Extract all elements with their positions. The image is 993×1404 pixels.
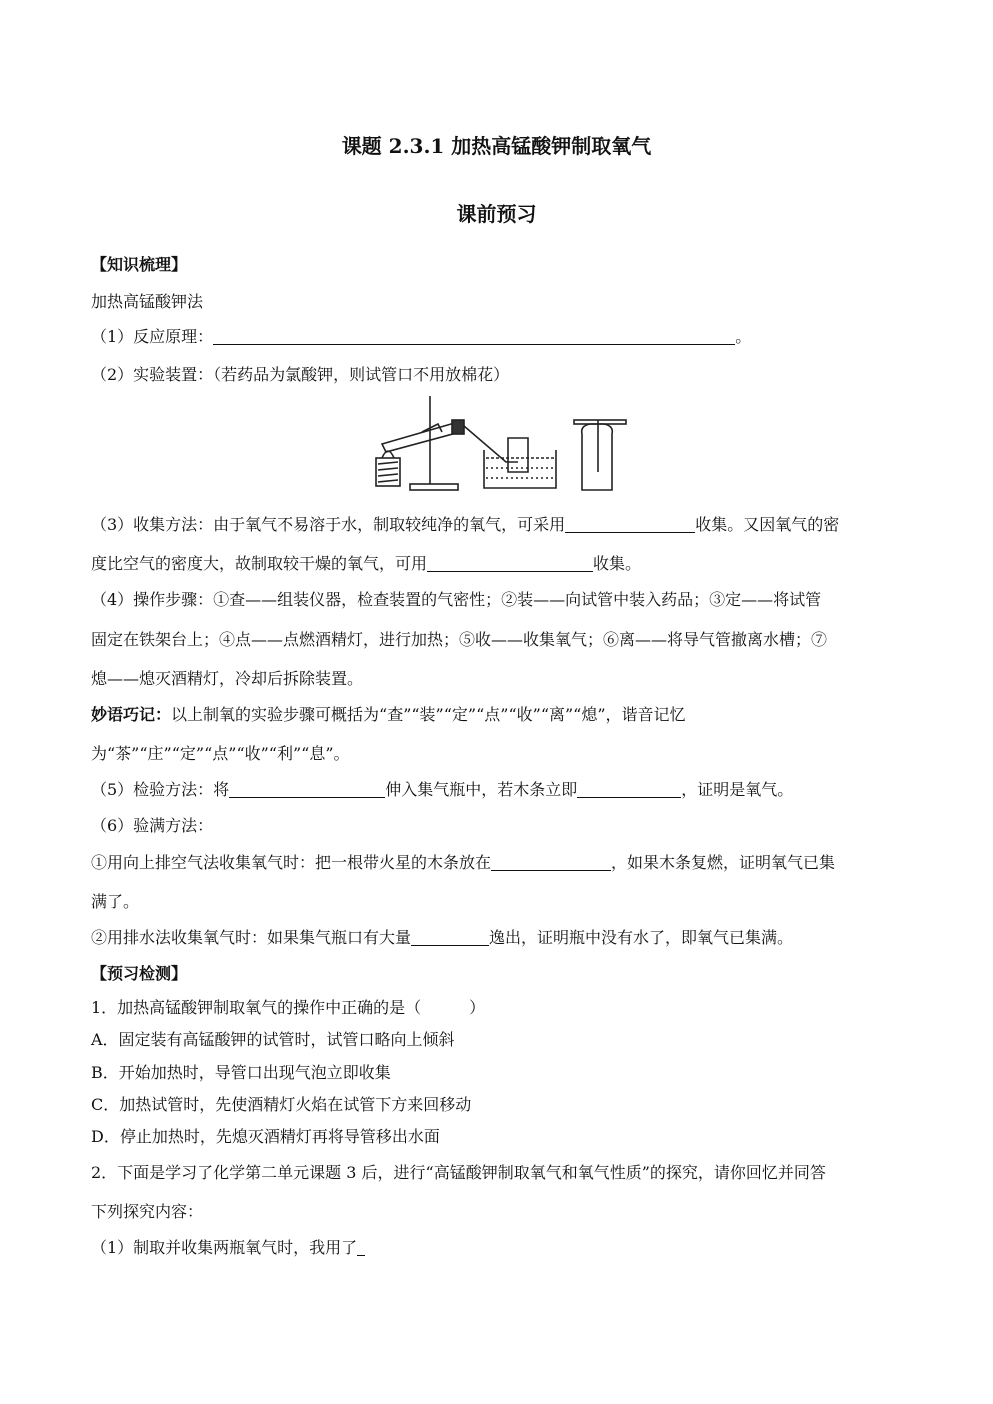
question-2-part-1 [91, 1237, 365, 1259]
item-full-check: （6）验满方法： [91, 816, 214, 835]
item-text: ①用向上排空气法收集氧气时：把一根带火星的木条放在 [91, 853, 492, 872]
practice-heading: 【预习检测】 [91, 964, 188, 983]
glass-plate [574, 420, 626, 424]
question-1-option-b[interactable]: B．开始加热时，导管口出现气泡立即收集 [91, 1063, 391, 1082]
full-check-upward-cont: 满了。 [91, 892, 140, 911]
answer-blank[interactable] [229, 781, 385, 798]
full-check-upward [91, 852, 835, 874]
question-1-option-c[interactable]: C．加热试管时，先使酒精灯火焰在试管下方来回移动 [91, 1095, 472, 1114]
knowledge-heading: 【知识梳理】 [91, 255, 188, 274]
item-text: （5）检验方法：将 [91, 780, 230, 799]
item-text: （1）制取并收集两瓶氧气时，我用了 [91, 1238, 358, 1257]
item-label: （1）反应原理： [91, 327, 214, 346]
stopper [452, 420, 464, 434]
item-text: 度比空气的密度大，故制取较干燥的氧气，可用 [91, 554, 428, 573]
delivery-tube [464, 426, 518, 462]
question-1-option-a[interactable]: A．固定装有高锰酸钾的试管时，试管口略向上倾斜 [91, 1030, 455, 1049]
item-text: ，证明是氧气。 [681, 780, 794, 799]
answer-blank[interactable] [357, 1239, 365, 1256]
test-tube [382, 422, 460, 452]
section-subtitle: 课前预习 [456, 202, 537, 226]
item-text: 收集。 [593, 554, 642, 573]
item-text: ②用排水法收集氧气时：如果集气瓶口有大量 [91, 928, 412, 947]
memory-tip-line-2: 为“茶”“庄”“定”“点”“收”“利”“息”。 [91, 744, 350, 763]
answer-blank[interactable] [565, 516, 695, 533]
stand-base [410, 484, 458, 490]
item-steps-line-2: 固定在铁架台上；④点——点燃酒精灯，进行加热；⑤收——收集氧气；⑥离——将导气管撤离水槽；⑦ [91, 630, 828, 649]
answer-blank[interactable] [411, 929, 489, 946]
memory-tip-line-1 [91, 704, 686, 726]
item-apparatus: （2）实验装置：（若药品为氯酸钾，则试管口不用放棉花） [91, 365, 510, 384]
answer-blank[interactable] [427, 555, 593, 572]
question-1-stem: 1．加热高锰酸钾制取氧气的操作中正确的是（ ） [91, 998, 486, 1017]
item-text: 逸出，证明瓶中没有水了，即氧气已集满。 [489, 928, 794, 947]
question-1-option-d[interactable]: D．停止加热时，先熄灭酒精灯再将导管移出水面 [91, 1127, 440, 1146]
item-collection-method-cont [91, 553, 641, 575]
item-test-method [91, 779, 793, 801]
item-reaction-principle [91, 326, 751, 348]
answer-blank[interactable] [491, 854, 611, 871]
item-steps-line-3: 熄——熄灭酒精灯，冷却后拆除装置。 [91, 669, 364, 688]
method-title: 加热高锰酸钾法 [91, 292, 204, 311]
item-text: ，如果木条复燃，证明氧气已集 [611, 853, 836, 872]
item-collection-method [91, 514, 839, 536]
question-2-line-2: 下列探究内容： [91, 1202, 204, 1221]
answer-blank[interactable] [577, 781, 681, 798]
full-check-water [91, 927, 793, 949]
gas-bottle-inverted [508, 438, 528, 472]
item-end: 。 [735, 327, 752, 346]
water-trough [484, 450, 556, 488]
answer-blank[interactable] [213, 328, 735, 345]
item-text: （3）收集方法：由于氧气不易溶于水，制取较纯净的氧气，可采用 [91, 515, 566, 534]
question-2-line-1: 2．下面是学习了化学第二单元课题 3 后，进行“高锰酸钾制取氧气和氧气性质”的探究，请你回忆并同答 [91, 1163, 826, 1182]
collecting-bottle [582, 424, 613, 490]
page-title: 课题 2.3.1 加热高锰酸钾制取氧气 [341, 134, 652, 158]
memory-tip-text: 以上制氧的实验步骤可概括为“查”“装”“定”“点”“收”“离”“熄”，谐音记忆 [171, 705, 686, 724]
apparatus-diagram [368, 392, 636, 496]
item-text: 伸入集气瓶中，若木条立即 [385, 780, 578, 799]
item-steps-line-1: （4）操作步骤：①查——组装仪器，检查装置的气密性；②装——向试管中装入药品；③定——将试管 [91, 590, 822, 609]
memory-tip-label: 妙语巧记： [91, 705, 172, 724]
item-text: 收集。又因氧气的密 [695, 515, 840, 534]
